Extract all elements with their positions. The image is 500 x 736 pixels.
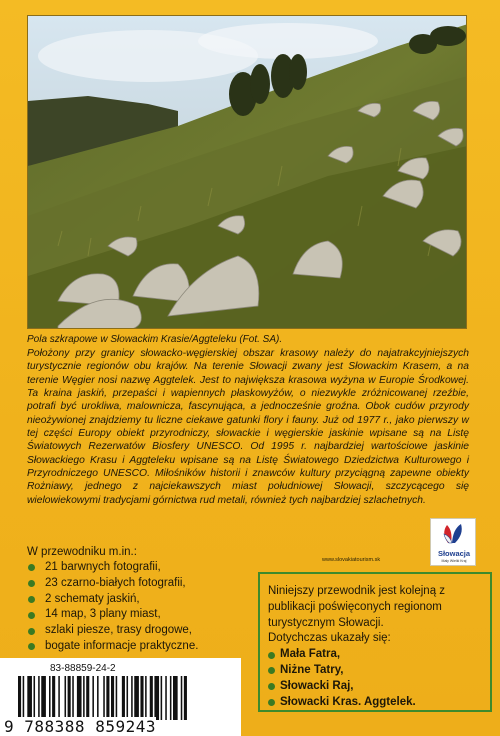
barcode-bars — [0, 676, 241, 720]
barcode-bar — [83, 676, 85, 720]
barcode-bar — [145, 676, 147, 720]
barcode-bar — [68, 676, 71, 720]
description-text: Położony przy granicy słowacko-węgierskiej obszar krasowy należy do najatrakcyjniejszych turystycznie regionów obu krajów. Na terenie Słowacji zwany jest Słowackim Krasem, a na terenie Węgier nosi nazwę Aggtelek. Jest to największa krasowa wyżyna w Europie Środkowej. Ta kraina jaskiń, przepaści i wapiennych płaskowyżów, o niezwykle zróżnicowanej rzeźbie, potrafi być urokliwa, malownicza, fascynująca, a jednocześnie groźna. Obok cudów przyrody nieożywionej znajdziemy tu liczne ciekawe gatunki flory i fauny. Już od 1977 r., jako pierwszy w tej części Europy obiekt przyrodniczy, słowackie i węgierskie jaskinie wpisane są na Listę Światowych Rezerwatów Biosfery UNESCO. Od 1995 r. najbardziej wartościowe jaskinie Słowackiego Krasu i Aggteleku wpisane są na Listę Światowego Dziedzictwa Kulturowego i Przyrodniczego UNESCO. Miłośników historii i znawców kultury przyciągną zapewne obiekty Rożniawy, jednego z najciekawszych miast południowej Słowacji, szczycącego się wielowiekowymi tradycjami górnictwa rud metali, również tych najbardziej szlachetnych. — [27, 348, 469, 506]
barcode-bar — [150, 676, 153, 720]
barcode-bar — [97, 676, 99, 720]
barcode-bar — [86, 676, 89, 720]
series-info-text — [268, 584, 488, 710]
karst-landscape-photo — [27, 15, 467, 329]
series-intro: Niniejszy przewodnik jest kolejną z publikacji poświęconych regionom turystycznym Słowacji. — [268, 585, 446, 629]
bullet-icon — [28, 564, 35, 571]
list-item: Słowacki Kras. Aggtelek. — [268, 695, 488, 711]
barcode-bar — [181, 676, 183, 720]
guide-contents-heading: W przewodniku m.in.: — [27, 546, 137, 558]
barcode-bar — [58, 676, 60, 720]
logo-name: Słowacja — [437, 549, 471, 558]
barcode-bar — [65, 676, 67, 720]
barcode-bar — [184, 676, 187, 720]
bullet-icon — [268, 652, 275, 659]
bullet-icon — [28, 612, 35, 619]
isbn-number: 83-88859-24-2 — [50, 663, 116, 674]
series-titles-list — [268, 647, 488, 710]
ean-number: 9 788388 859243 — [4, 717, 156, 736]
barcode-bar — [134, 676, 139, 720]
list-item: Mała Fatra, — [268, 647, 488, 663]
barcode-bar — [49, 676, 51, 720]
isbn-barcode — [0, 658, 241, 736]
barcode-bar — [23, 676, 25, 720]
list-item: 2 schematy jaskiń, — [27, 592, 198, 608]
guide-contents-list — [27, 560, 198, 655]
bullet-icon — [28, 628, 35, 635]
barcode-bar — [161, 676, 163, 720]
bullet-icon — [28, 643, 35, 650]
barcode-bar — [41, 676, 46, 720]
list-item: Niżne Tatry, — [268, 663, 488, 679]
list-item: 14 map, 3 plany miast, — [27, 607, 198, 623]
barcode-bar — [122, 676, 125, 720]
bullet-icon — [268, 699, 275, 706]
barcode-bar — [18, 676, 21, 720]
photo-caption: Pola szkrapowe w Słowackim Krasie/Aggteleku (Fot. SA). — [27, 334, 283, 345]
barcode-bar — [111, 676, 114, 720]
barcode-bar — [103, 676, 105, 720]
series-so-far-label: Dotychczas ukazały się: — [268, 632, 391, 645]
barcode-bar — [92, 676, 94, 720]
barcode-bar — [27, 676, 32, 720]
barcode-bar — [131, 676, 133, 720]
barcode-bar — [72, 676, 74, 720]
barcode-bar — [52, 676, 55, 720]
list-item: Słowacki Raj, — [268, 679, 488, 695]
bullet-icon — [268, 683, 275, 690]
list-item: 21 barwnych fotografii, — [27, 560, 198, 576]
barcode-bar — [154, 676, 159, 720]
logo-tagline: Mały Wielki Kraj — [441, 559, 467, 563]
slovakia-tourism-logo — [430, 518, 476, 566]
barcode-bar — [116, 676, 118, 720]
barcode-bar — [34, 676, 36, 720]
barcode-bar — [170, 676, 172, 720]
barcode-bar — [165, 676, 167, 720]
bullet-icon — [28, 596, 35, 603]
list-item: bogate informacje praktyczne. — [27, 639, 198, 655]
bullet-icon — [28, 580, 35, 587]
barcode-bar — [127, 676, 129, 720]
barcode-bar — [173, 676, 178, 720]
barcode-bar — [140, 676, 143, 720]
slovakia-flower-icon — [431, 519, 477, 549]
barcode-bar — [77, 676, 82, 720]
barcode-bar — [106, 676, 109, 720]
list-item: szlaki piesze, trasy drogowe, — [27, 623, 198, 639]
list-item: 23 czarno-białych fotografii, — [27, 576, 198, 592]
bullet-icon — [268, 667, 275, 674]
tourism-website-url: www.slovakiatourism.sk — [322, 557, 381, 563]
barcode-bar — [38, 676, 40, 720]
